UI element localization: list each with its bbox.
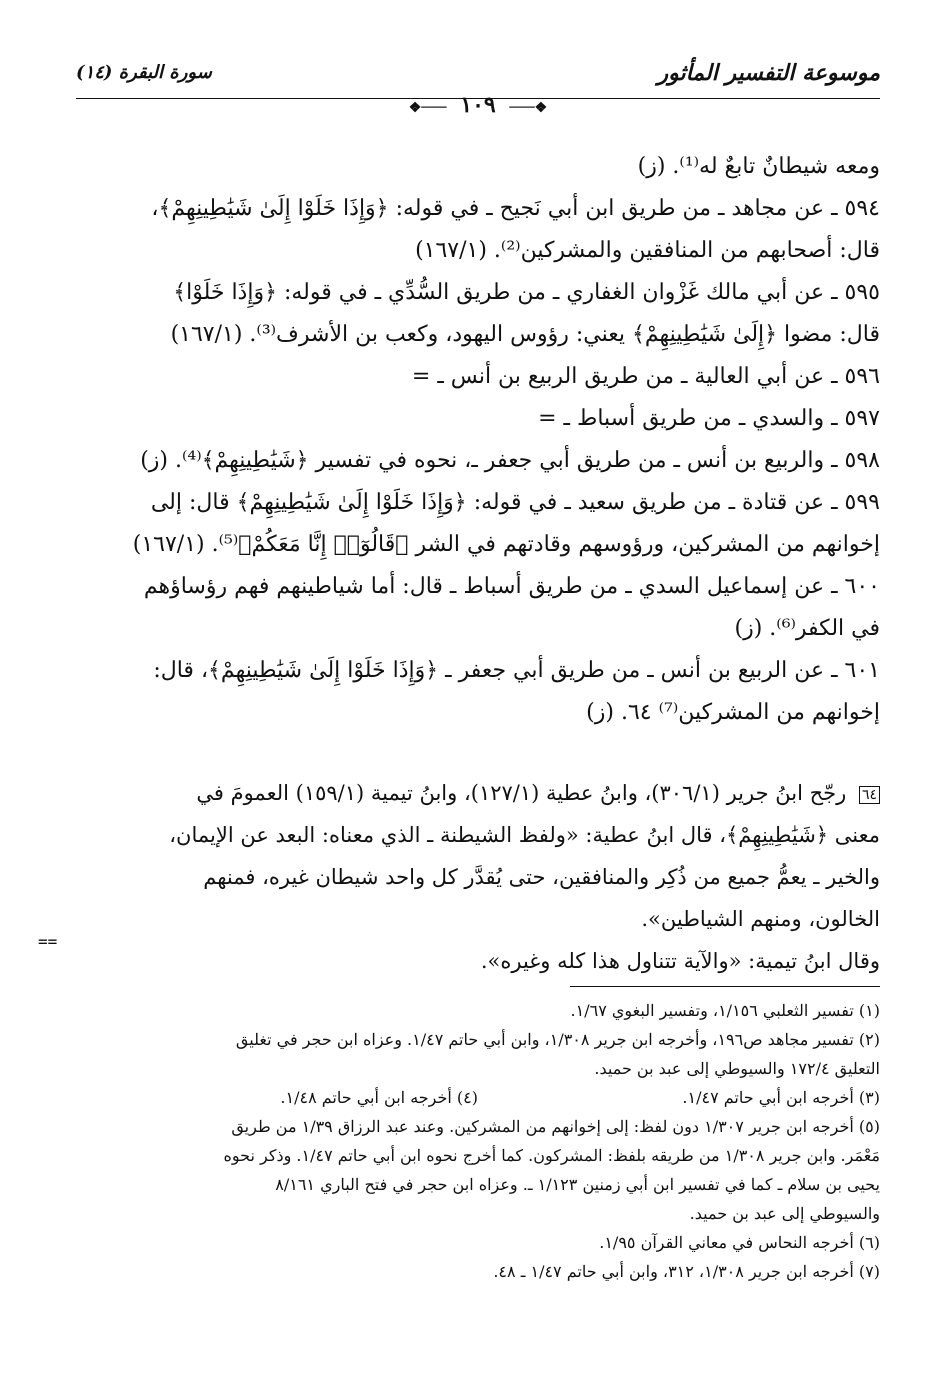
footnote: (٦) أخرجه النحاس في معاني القرآن ١/٩٥. [599,1233,880,1252]
footnote: يحيى بن سلام ـ كما في تفسير ابن أبي زمنين ١/١٢٣ ـ. وعزاه ابن حجر في فتح الباري ٨/١٦١ [275,1175,880,1194]
body-text [76,146,880,734]
ornament-icon: ───❖ [408,100,447,116]
body-line: ٦٠١ ـ عن الربيع بن أنس ـ من طريق أبي جعفر ـ ﴿وَإِذَا خَلَوْا إِلَىٰ شَيَٰطِينِهِمْ﴾، قال: [153,658,880,683]
book-page [76,50,880,1370]
footnote: مَعْمَر. وابن جرير ١/٣٠٨ من طريقه بلفظ: المشركون. كما أخرج نحوه ابن أبي حاتم ١/٤٧. وذكر نحوه [223,1146,880,1165]
footnote: (٥) أخرجه ابن جرير ١/٣٠٧ دون لفظ: إلى إخوانهم من المشركين. وعند عبد الرزاق ١/٣٩ من طريق [231,1117,880,1136]
footnote: (١) تفسير الثعلبي ١/١٥٦، وتفسير البغوي ١/٦٧. [570,1001,880,1020]
editor-note [76,774,880,984]
body-line: ٥٩٦ ـ عن أبي العالية ـ من طريق الربيع بن أنس ـ = [411,364,880,389]
page-number: ١٠٩ [460,92,496,118]
body-line: في الكفر⁽⁶⁾. (ز) [734,616,880,641]
body-line: قال: مضوا ﴿إِلَىٰ شَيَٰطِينِهِمْ﴾ يعني: رؤوس اليهود، وكعب بن الأشرف⁽³⁾. (١٦٧/١) [170,322,880,347]
book-title: موسوعة التفسير المأثور [657,60,880,86]
footnotes [76,996,880,1286]
margin-mark: == [38,932,58,951]
note-line [76,774,880,816]
body-line: إخوانهم من المشركين⁽⁷⁾ ٦٤. (ز) [586,700,880,725]
footnote: (٣) أخرجه ابن أبي حاتم ١/٤٧. [682,1088,880,1107]
footnote: التعليق ١٧٢/٤ والسيوطي إلى عبد بن حميد. [594,1059,880,1078]
footnote-rule [570,986,880,987]
body-line: قال: أصحابهم من المنافقين والمشركين⁽²⁾. (١٦٧/١) [415,238,880,263]
page-header [76,60,880,90]
footnote: والسيوطي إلى عبد بن حميد. [689,1204,880,1223]
note-line-text: رجّح ابنُ جرير (٣٠٦/١)، وابنُ عطية (١٢٧/١)، وابنُ تيمية (١٥٩/١) العمومَ في [196,781,847,805]
note-line: وقال ابنُ تيمية: «والآية تتناول هذا كله وغيره». [480,949,880,973]
footnote: (٧) أخرجه ابن جرير ١/٣٠٨، ٣١٢، وابن أبي حاتم ١/٤٧ ـ ٤٨. [493,1262,880,1281]
note-box-label: ٦٤ [859,786,880,804]
body-line: إخوانهم من المشركين، ورؤوسهم وقادتهم في الشر ﴿قَالُوٓا۟ إِنَّا مَعَكُمْ﴾⁽⁵⁾. (١٦٧/١) [132,532,880,557]
body-line: ومعه شيطانٌ تابعٌ له⁽¹⁾. (ز) [637,154,880,179]
body-line: ٥٩٨ ـ والربيع بن أنس ـ من طريق أبي جعفر ـ، نحوه في تفسير ﴿شَيَٰطِينِهِمْ﴾⁽⁴⁾. (ز) [140,448,880,473]
footnote-row [76,1083,880,1112]
page-number-row [76,92,880,118]
body-line: ٦٠٠ ـ عن إسماعيل السدي ـ من طريق أسباط ـ قال: أما شياطينهم فهم رؤساؤهم [143,574,880,599]
sura-title: سورة البقرة (١٤) [76,62,212,83]
note-line: والخير ـ يعمُّ جميع من ذُكِر والمنافقين، حتى يُقدَّر كل واحد شيطان غيره، فمنهم [203,865,880,889]
footnote: (٤) أخرجه ابن أبي حاتم ١/٤٨. [280,1088,478,1107]
note-line: معنى ﴿شَيَٰطِينِهِمْ﴾، قال ابنُ عطية: «ولفظ الشيطنة ـ الذي معناه: البعد عن الإيمان، [169,823,880,847]
body-line: ٥٩٤ ـ عن مجاهد ـ من طريق ابن أبي نَجيح ـ في قوله: ﴿وَإِذَا خَلَوْا إِلَىٰ شَيَٰطِينِهِمْ﴾، [151,196,880,221]
body-line: ٥٩٧ ـ والسدي ـ من طريق أسباط ـ = [538,406,880,431]
note-line: الخالون، ومنهم الشياطين». [641,907,880,931]
body-line: ٥٩٩ ـ عن قتادة ـ من طريق سعيد ـ في قوله: ﴿وَإِذَا خَلَوْا إِلَىٰ شَيَٰطِينِهِمْ﴾ قال: إلى [150,490,880,515]
ornament-icon: ❖─── [509,100,548,116]
footnote: (٢) تفسير مجاهد ص١٩٦، وأخرجه ابن جرير ١/٣٠٨، وابن أبي حاتم ١/٤٧. وعزاه ابن حجر في تغليق [235,1030,880,1049]
body-line: ٥٩٥ ـ عن أبي مالك غَزْوان الغفاري ـ من طريق السُّدِّي ـ في قوله: ﴿وَإِذَا خَلَوْا﴾ [173,280,880,305]
